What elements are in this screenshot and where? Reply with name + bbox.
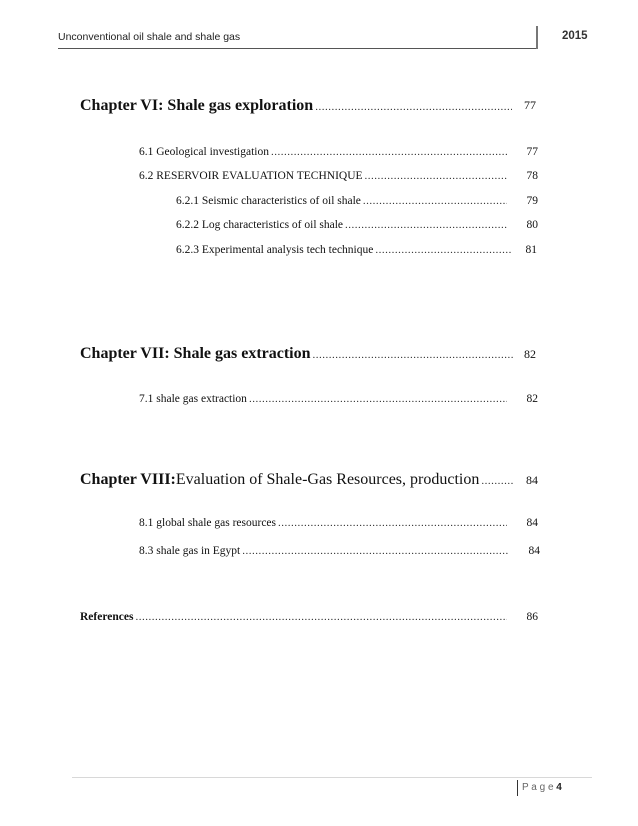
footer-page-word: P a g e xyxy=(522,782,554,793)
toc-entry-6-2-1-title: 6.2.1 Seismic characteristics of oil shale xyxy=(176,195,361,207)
footer-page-number: 4 xyxy=(556,782,562,793)
toc-entry-6-2-3-title: 6.2.3 Experimental analysis tech technique xyxy=(176,244,374,256)
toc-leader-dots xyxy=(345,219,507,231)
toc-entry-6-2-2-title: 6.2.2 Log characteristics of oil shale xyxy=(176,219,344,231)
toc-leader-dots xyxy=(375,244,512,256)
toc-entry-6-1-page: 77 xyxy=(526,146,538,158)
toc-entry-6-1[interactable] xyxy=(139,146,507,158)
toc-leader-dots xyxy=(313,349,514,361)
page-header xyxy=(58,26,592,50)
toc-entry-7-1-page: 82 xyxy=(526,393,538,405)
toc-entry-6-2-2[interactable] xyxy=(176,219,507,231)
toc-entry-6-2-3[interactable] xyxy=(176,244,512,256)
toc-chapter-6[interactable] xyxy=(80,97,512,115)
toc-chapter-7-page: 82 xyxy=(524,347,536,361)
toc-entry-8-1-page: 84 xyxy=(526,517,538,529)
toc-chapter-8[interactable] xyxy=(80,471,513,489)
toc-entry-6-2-2-page: 80 xyxy=(526,219,538,231)
toc-leader-dots xyxy=(363,195,507,207)
toc-leader-dots xyxy=(242,545,509,557)
toc-entry-8-3-title: 8.3 shale gas in Egypt xyxy=(139,545,241,557)
toc-entry-8-3[interactable] xyxy=(139,545,509,557)
toc-references-page: 86 xyxy=(526,611,538,623)
footer-divider xyxy=(72,777,592,778)
toc-entry-6-2-1-page: 79 xyxy=(526,195,538,207)
toc-leader-dots xyxy=(365,170,507,182)
toc-leader-dots xyxy=(315,101,512,113)
toc-leader-dots xyxy=(481,475,513,487)
header-divider xyxy=(58,48,536,49)
page-footer xyxy=(517,780,562,796)
toc-entry-7-1-title: 7.1 shale gas extraction xyxy=(139,393,247,405)
toc-leader-dots xyxy=(249,393,507,405)
toc-entry-6-2-page: 78 xyxy=(526,170,538,182)
toc-entry-7-1[interactable] xyxy=(139,393,507,405)
toc-entry-6-2-1[interactable] xyxy=(176,195,507,207)
toc-leader-dots xyxy=(135,611,507,623)
toc-entry-8-3-page: 84 xyxy=(528,545,540,557)
toc-entry-6-2[interactable] xyxy=(139,170,507,182)
toc-chapter-6-page: 77 xyxy=(524,98,536,112)
toc-chapter-8-title: Evaluation of Shale-Gas Resources, production xyxy=(175,471,480,488)
toc-entry-6-2-3-page: 81 xyxy=(525,244,537,256)
header-title: Unconventional oil shale and shale gas xyxy=(58,31,241,43)
toc-chapter-8-page: 84 xyxy=(526,473,538,487)
toc-entry-6-1-title: 6.1 Geological investigation xyxy=(139,146,269,158)
toc-chapter-7[interactable] xyxy=(80,345,514,363)
header-year: 2015 xyxy=(562,30,588,42)
toc-chapter-7-title: Chapter VII: Shale gas extraction xyxy=(80,345,311,362)
toc-entry-6-2-title: 6.2 RESERVOIR EVALUATION TECHNIQUE xyxy=(139,170,363,182)
toc-references[interactable] xyxy=(80,611,507,623)
toc-entry-8-1-title: 8.1 global shale gas resources xyxy=(139,517,277,529)
toc-chapter-8-title-bold: Chapter VIII: xyxy=(80,471,176,488)
toc-entry-8-1[interactable] xyxy=(139,517,507,529)
header-vertical-divider xyxy=(536,26,538,49)
toc-chapter-6-title: Chapter VI: Shale gas exploration xyxy=(80,97,314,114)
toc-leader-dots xyxy=(278,517,507,529)
toc-references-title: References xyxy=(80,611,134,623)
toc-leader-dots xyxy=(271,146,507,158)
